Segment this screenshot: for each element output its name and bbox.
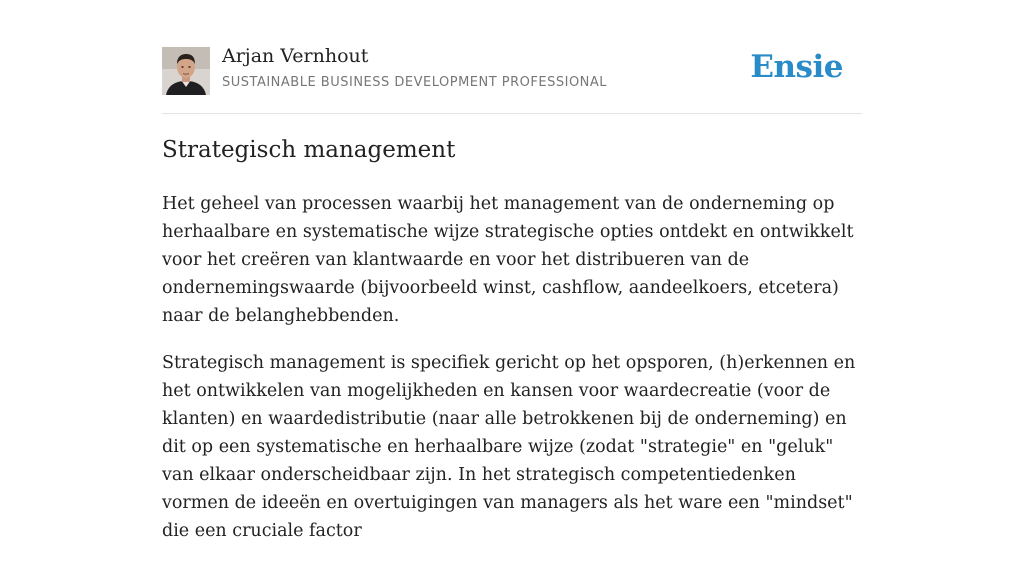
article-title: Strategisch management	[162, 137, 456, 163]
author-photo-icon	[162, 47, 210, 95]
article-container	[162, 0, 862, 541]
brand-logo[interactable]: Ensie	[750, 49, 843, 85]
article-body	[162, 190, 862, 564]
author-avatar[interactable]	[162, 47, 210, 95]
article-paragraph: Strategisch management is specifiek gericht op het opsporen, (h)erkennen en het ontwikkelen van mogelijkheden en kansen voor waardecreatie (voor de klanten) en waardedistributie (naar alle betrokkenen bij de onderneming) en dit op een systematische en herhaalbare wijze (zodat "strategie" en "geluk" van elkaar onderscheidbaar zijn. In het strategisch competentiedenken vormen de ideeën en overtuigingen van managers als het ware een "mindset" die een cruciale factor	[162, 353, 856, 541]
article-header	[162, 0, 862, 114]
article-paragraph: Het geheel van processen waarbij het management van de onderneming op herhaalbare en systematische wijze strategische opties ontdekt en ontwikkelt voor het creëren van klantwaarde en voor het distribueren van de ondernemingswaarde (bijvoorbeeld winst, cashflow, aandeelkoers, etcetera) naar de belanghebbenden.	[162, 194, 854, 326]
author-job-title: SUSTAINABLE BUSINESS DEVELOPMENT PROFESSIONAL	[222, 75, 608, 90]
author-name[interactable]: Arjan Vernhout	[222, 45, 369, 67]
